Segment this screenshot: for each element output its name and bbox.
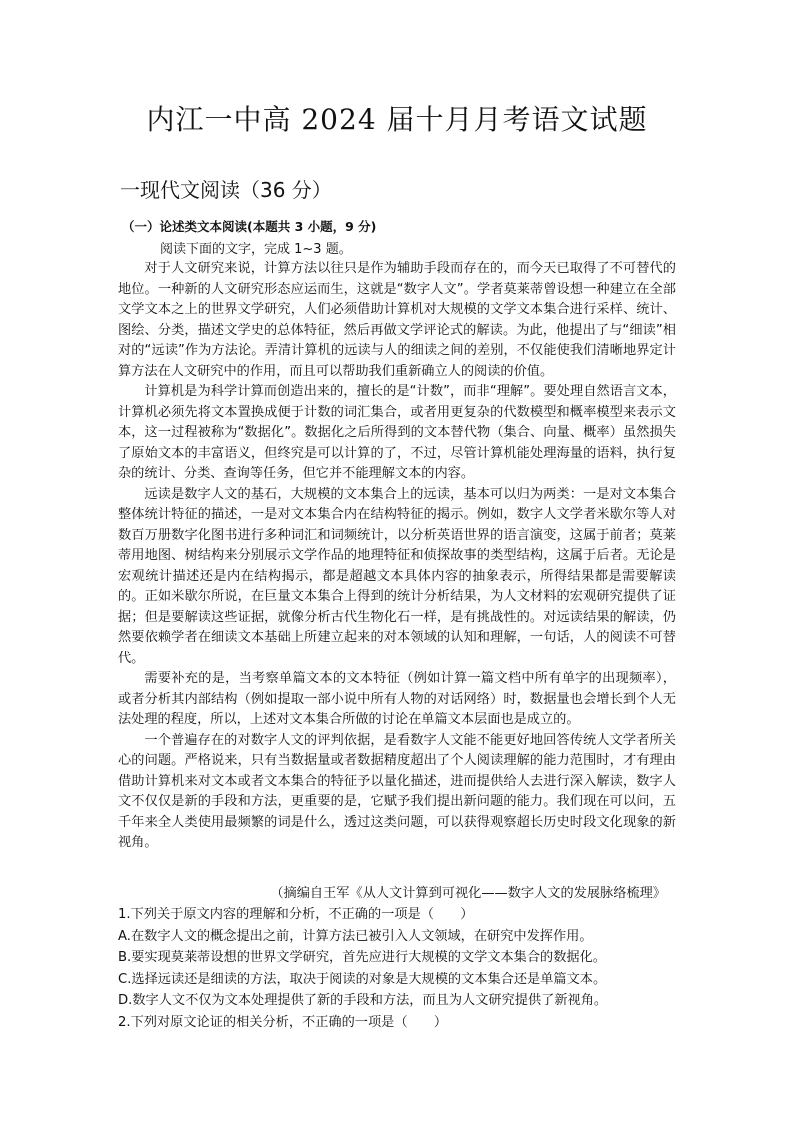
answer-option: B.要实现莫莱蒂设想的世界文学研究，首先应进行大规模的文学文本集合的数据化。 [118,950,606,965]
passage [118,259,676,854]
passage-paragraph: 一个普遍存在的对数字人文的评判依据，是看数字人文能不能更好地回答传统人文学者所关心的问题。严格说来，只有当数据量或者数据精度超出了个人阅读理解的能力范围时，才有理由借助计算机来对文本或者文本集合的特征予以量化描述，进而提供给人去进行深入解读，数字人文不仅仅是新的手段和方法，更重要的是，它赋予我们提出新问题的能力。我们现在可以问，五千年来全人类使用最频繁的词是什么，透过这类问题，可以获得观察超长历史时段文化现象的新视角。 [118,732,676,850]
passage-paragraph: 计算机是为科学计算而创造出来的，擅长的是“计数”，而非“理解”。要处理自然语言文本，计算机必须先将文本置换成便于计数的词汇集合，或者用更复杂的代数模型和概率模型来表示文本，这一过程被称为“数据化”。数据化之后所得到的文本替代物（集合、向量、概率）虽然损失了原始文本的丰富语义，但终究是可以计算的了，不过，尽管计算机能处理海量的语料，执行复杂的统计、分类、查询等任务，但它并不能理解文本的内容。 [118,384,676,481]
subsection-heading: （一）论述类文本阅读(本题共 3 小题，9 分) [122,219,377,234]
question-stem: 2.下列对原文论证的相关分析，不正确的一项是（ ） [118,1014,448,1030]
passage-paragraph: 远读是数字人文的基石，大规模的文本集合上的远读，基本可以归为两类：一是对文本集合整体统计特征的描述，一是对文本集合内在结构特征的揭示。例如，数字人文学者米歇尔等人对数百万册数字化图书进行多种词汇和词频统计，以分析英语世界的语言演变，这属于前者；莫莱蒂用地图、树结构来分别展示文学作品的地理特征和侦探故事的类型结构，这属于后者。无论是宏观统计描述还是内在结构揭示，都是超越文本具体内容的抽象表示，所得结果都是需要解读的。正如米歇尔所说，在巨量文本集合上得到的统计分析结果，为人文材料的宏观研究提供了证据；但是要解读这些证据，就像分析古代生物化石一样，是有挑战性的。对远读结果的解读，仍然要依赖学者在细读文本基础上所建立起来的对本领域的认知和理解，一句话，人的阅读不可替代。 [118,486,676,666]
answer-option: D.数字人文不仅为文本处理提供了新的手段和方法，而且为人文研究提供了新视角。 [118,993,608,1008]
answer-option: A.在数字人文的概念提出之前，计算方法已被引入人文领域，在研究中发挥作用。 [118,928,593,944]
section-heading: 一现代文阅读（36 分） [120,178,332,202]
question-stem: 1.下列关于原文内容的理解和分析，不正确的一项是（ ） [118,907,474,922]
exam-title: 内江一中高 2024 届十月月考语文试题 [146,103,648,136]
reading-instruction: 阅读下面的文字，完成 1~3 题。 [160,242,352,257]
passage-paragraph: 对于人文研究来说，计算方法以往只是作为辅助手段而存在的，而今天已取得了不可替代的地位。一种新的人文研究形态应运而生，这就是“数字人文”。学者莫莱蒂曾设想一种建立在全部文学文本之上的世界文学研究，人们必须借助计算机对大规模的文学文本集合进行采样、统计、图绘、分类，描述文学史的总体特征，然后再做文学评论式的解读。为此，他提出了与“细读”相对的“远读”作为方法论。弄清计算机的远读与人的细读之间的差别，不仅能使我们清晰地界定计算方法在人文研究中的作用，而且可以帮助我们重新确立人的阅读的价值。 [118,261,676,379]
question-list [118,904,678,1033]
answer-option: C.选择远读还是细读的方法，取决于阅读的对象是大规模的文本集合还是单篇文本。 [118,971,607,987]
passage-paragraph: 需要补充的是，当考察单篇文本的文本特征（例如计算一篇文档中所有单字的出现频率），或者分析其内部结构（例如提取一部小说中所有人物的对话网络）时，数据量也会增长到个人无法处理的程度，所以，上述对文本集合所做的讨论在单篇文本层面也是成立的。 [118,671,676,727]
passage-source: （摘编自王军《从人文计算到可视化——数字人文的发展脉络梳理》 [270,886,666,901]
